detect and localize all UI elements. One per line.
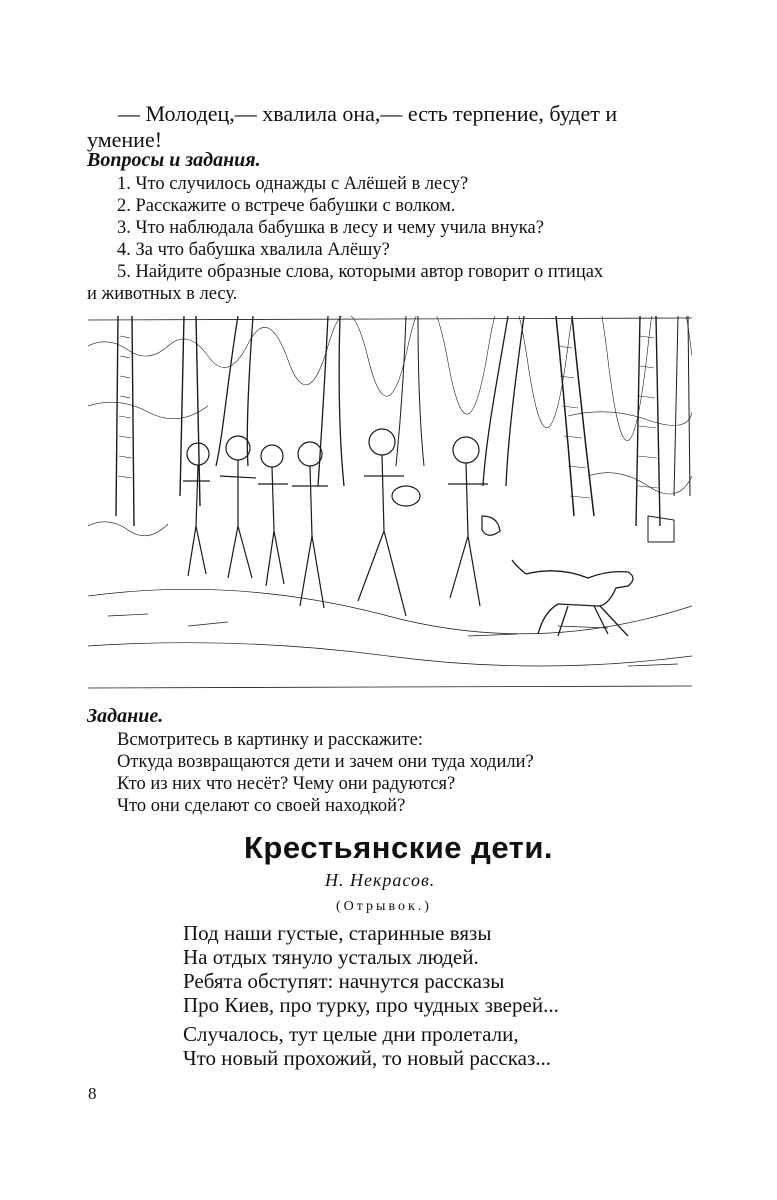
poem-title: Крестьянские дети. bbox=[244, 830, 554, 865]
question-3: 3. Что наблюдала бабушка в лесу и чему учила внука? bbox=[117, 218, 544, 238]
task-line-2: Откуда возвращаются дети и зачем они туда ходили? bbox=[117, 752, 534, 772]
poem-line-1: Под наши густые, старинные вязы bbox=[183, 921, 492, 945]
question-5-continued: и животных в лесу. bbox=[87, 284, 238, 304]
forest-illustration bbox=[88, 316, 692, 690]
poem-line-2: На отдых тянуло усталых людей. bbox=[183, 945, 479, 969]
task-line-3: Кто из них что несёт? Чему они радуются? bbox=[117, 774, 456, 794]
task-line-1: Всмотритесь в картинку и расскажите: bbox=[117, 730, 423, 750]
tree-trunks bbox=[116, 316, 690, 526]
question-1: 1. Что случилось однажды с Алёшей в лесу? bbox=[117, 174, 469, 194]
poem-line-6: Что новый прохожий, то новый рассказ... bbox=[183, 1046, 552, 1070]
poem-line-5: Случалось, тут целые дни пролетали, bbox=[183, 1022, 519, 1046]
task-heading: Задание. bbox=[87, 705, 164, 727]
question-5: 5. Найдите образные слова, которыми автор говорит о птицах bbox=[117, 262, 604, 282]
poem-author: Н. Некрасов. bbox=[325, 870, 436, 890]
dog-figure bbox=[512, 560, 633, 636]
task-line-4: Что они сделают со своей находкой? bbox=[117, 796, 406, 816]
poem-subtitle: (Отрывок.) bbox=[336, 899, 432, 914]
quote-line-1: — Молодец,— хвалила она,— есть терпение, будет и bbox=[118, 101, 618, 126]
question-2: 2. Расскажите о встрече бабушки с волком. bbox=[117, 196, 456, 216]
poem-line-3: Ребята обступят: начнутся рассказы bbox=[183, 969, 505, 993]
page-number: 8 bbox=[88, 1084, 97, 1103]
rabbit bbox=[392, 486, 420, 506]
quote-line-2: умение! bbox=[87, 127, 163, 152]
questions-heading: Вопросы и задания. bbox=[87, 149, 261, 171]
poem-line-4: Про Киев, про турку, про чудных зверей... bbox=[183, 993, 559, 1017]
question-4: 4. За что бабушка хвалила Алёшу? bbox=[117, 240, 390, 260]
